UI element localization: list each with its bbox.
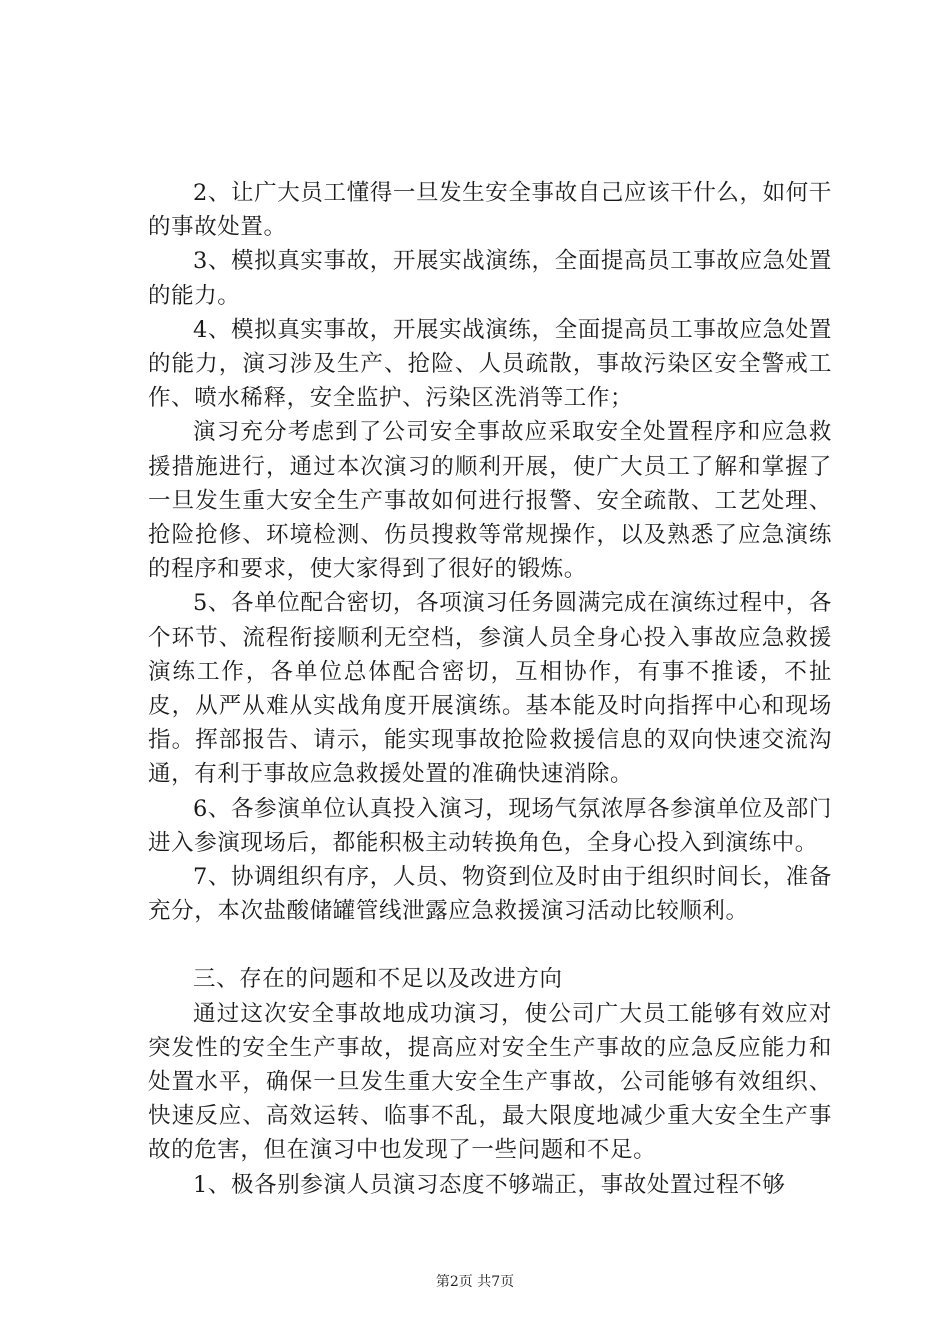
section-heading: 三、存在的问题和不足以及改进方向 (193, 966, 563, 993)
paragraph-problems-intro: 通过这次安全事故地成功演习，使公司广大员工能够有效应对突发性的安全生产事故，提高应对安全生产事故的应急反应能力和处置水平，确保一旦发生重大安全生产事故，公司能够有效组织、快速反应、高效运转、临事不乱，最大限度地减少重大安全生产事故的危害，但在演习中也发现了一些问题和不足。 (148, 1000, 832, 1164)
document-body (148, 176, 832, 1202)
paragraph-item-6: 6、各参演单位认真投入演习，现场气氛浓厚各参演单位及部门进入参演现场后，都能积极主动转换角色，全身心投入到演练中。 (148, 795, 832, 856)
page-footer: 第2页 共7页 (435, 1274, 515, 1290)
section-spacer (148, 928, 832, 962)
paragraph-item-5: 5、各单位配合密切，各项演习任务圆满完成在演练过程中，各个环节、流程衔接顺利无空档，参演人员全身心投入事故应急救援演练工作，各单位总体配合密切，互相协作，有事不推诿，不扯皮，从严从难从实战角度开展演练。基本能及时向指挥中心和现场指。挥部报告、请示，能实现事故抢险救援信息的双向快速交流沟通，有利于事故应急救援处置的准确快速消除。 (148, 590, 832, 788)
paragraph-item-3: 3、模拟真实事故，开展实战演练，全面提高员工事故应急处置的能力。 (148, 248, 832, 309)
paragraph-problem-1: 1、极各别参演人员演习态度不够端正，事故处置过程不够 (193, 1171, 786, 1198)
paragraph-item-2: 2、让广大员工懂得一旦发生安全事故自己应该干什么，如何干的事故处置。 (148, 180, 832, 241)
paragraph-item-7: 7、协调组织有序，人员、物资到位及时由于组织时间长，准备充分，本次盐酸储罐管线泄露应急救援演习活动比较顺利。 (148, 864, 832, 925)
paragraph-item-4: 4、模拟真实事故，开展实战演练，全面提高员工事故应急处置的能力，演习涉及生产、抢险、人员疏散，事故污染区安全警戒工作、喷水稀释，安全监护、污染区洗消等工作； (148, 316, 832, 412)
paragraph-drill-summary: 演习充分考虑到了公司安全事故应采取安全处置程序和应急救援措施进行，通过本次演习的顺利开展，使广大员工了解和掌握了一旦发生重大安全生产事故如何进行报警、安全疏散、工艺处理、抢险抢修、环境检测、伤员搜救等常规操作，以及熟悉了应急演练的程序和要求，使大家得到了很好的锻炼。 (148, 419, 832, 583)
